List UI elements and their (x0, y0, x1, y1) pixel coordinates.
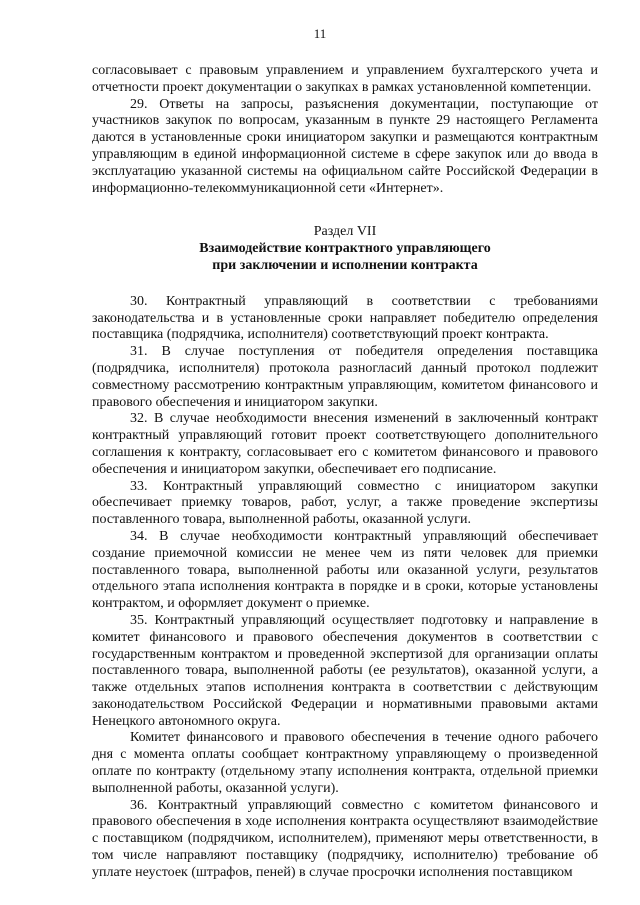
page-number: 11 (313, 26, 327, 41)
paragraph-31: 31. В случае поступления от победителя определения поставщика (подрядчика, исполнителя) протокола разногласий данный протокол подлежит совместному рассмотрению контрактным управляющим, комитетом финансового и правового обеспечения и инициатором закупки. (92, 344, 598, 410)
paragraph-33: 33. Контрактный управляющий совместно с инициатором закупки обеспечивает приемку товаров, работ, услуг, а также проведение экспертизы поставленного товара, выполненной работы, оказанной услуги. (92, 478, 598, 528)
paragraph-30: 30. Контрактный управляющий в соответствии с требованиями законодательства и в установленные сроки направляет победителю определения поставщика (подрядчика, исполнителя) соответствующий проект контракта. (92, 293, 598, 343)
section-heading (92, 224, 598, 274)
paragraph-29: 29. Ответы на запросы, разъяснения документации, поступающие от участников закупок по вопросам, указанным в пункте 29 настоящего Регламента даются в установленные сроки инициатором закупки и размещаются контрактным управляющим в единой информационной системе в сфере закупок или до ввода в эксплуатацию указанной системы на официальном сайте Российской Федерации в информационно-телекоммуникационной сети «Интернет». (92, 96, 598, 196)
document-body (92, 63, 598, 882)
section-title-line-2: при заключении и исполнении контракта (212, 257, 478, 273)
paragraph-32: 32. В случае необходимости внесения изменений в заключенный контракт контрактный управляющий готовит проект соответствующего дополнительного соглашения к контракту, согласовывает его с комитетом финансового и правового обеспечения и инициатором закупки, обеспечивает его подписание. (92, 411, 598, 477)
section-label: Раздел VII (313, 224, 377, 240)
paragraph-34: 34. В случае необходимости контрактный управляющий обеспечивает создание приемочной комиссии не менее чем из пяти человек для приемки поставленного товара, выполненной работы или оказанной услуги, результатов отдельного этапа исполнения контракта в порядке и в сроки, которые установлены контрактом, и оформляет документ о приемке. (92, 528, 598, 612)
paragraph-36: 36. Контрактный управляющий совместно с комитетом финансового и правового обеспечения в ходе исполнения контракта осуществляют взаимодействие с поставщиком (подрядчиком, исполнителем), применяют меры ответственности, в том числе направляют поставщику (подрядчику, исполнителю) требование об уплате неустоек (штрафов, пеней) в случае просрочки исполнения поставщиком (92, 797, 598, 880)
section-title-line-1: Взаимодействие контрактного управляющего (199, 241, 491, 257)
paragraph-35: 35. Контрактный управляющий осуществляет подготовку и направление в комитет финансового и правового обеспечения документов в соответствии с государственным контрактом и проведенной экспертизой для организации оплаты поставленного товара, выполненной работы (ее результатов), оказанной услуги, а также отдельных этапов исполнения контракта в соответствии с действующим законодательством Российской Федерации и нормативными правовыми актами Ненецкого автономного округа. (92, 612, 598, 729)
paragraph-35-continued: Комитет финансового и правового обеспечения в течение одного рабочего дня с момента оплаты сообщает контрактному управляющему о произведенной оплате по контракту (отдельному этапу исполнения контракта, отдельной приемки выполненной работы, оказанной услуги). (92, 730, 598, 796)
paragraph-continuation: согласовывает с правовым управлением и управлением бухгалтерского учета и отчетности проект документации о закупках в рамках установленной компетенции. (92, 63, 598, 95)
